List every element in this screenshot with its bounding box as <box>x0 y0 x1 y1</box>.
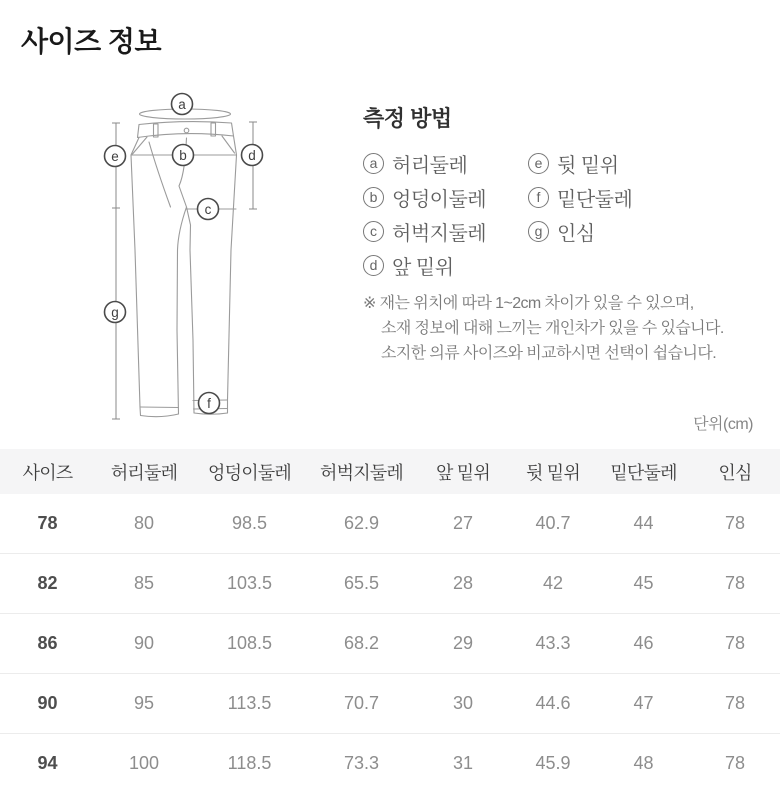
value-cell: 40.7 <box>509 494 597 554</box>
value-cell: 78 <box>690 674 780 734</box>
value-cell: 27 <box>417 494 509 554</box>
pants-diagram <box>85 85 275 430</box>
svg-text:g: g <box>111 304 119 320</box>
size-table <box>0 449 780 788</box>
svg-text:e: e <box>111 148 119 164</box>
page-title: 사이즈 정보 <box>21 26 162 57</box>
value-cell: 30 <box>417 674 509 734</box>
value-cell: 90 <box>95 614 193 674</box>
value-cell: 95 <box>95 674 193 734</box>
value-cell: 100 <box>95 734 193 788</box>
legend-item-d <box>363 251 528 280</box>
value-cell: 28 <box>417 554 509 614</box>
value-cell: 45 <box>597 554 690 614</box>
note-line: 소재 정보에 대해 느끼는 개인차가 있을 수 있습니다. <box>381 320 724 337</box>
column-header: 엉덩이둘레 <box>193 449 306 494</box>
measurement-guide <box>363 102 771 282</box>
note-line: 소지한 의류 사이즈와 비교하시면 선택이 쉽습니다. <box>381 345 717 362</box>
measurement-guide-title: 측정 방법 <box>363 106 452 131</box>
size-cell: 86 <box>0 614 95 674</box>
note-line: ※ 재는 위치에 따라 1~2cm 차이가 있을 수 있으며, <box>363 295 694 312</box>
value-cell: 78 <box>690 554 780 614</box>
circled-letter-c-icon: c <box>363 221 384 242</box>
value-cell: 45.9 <box>509 734 597 788</box>
value-cell: 80 <box>95 494 193 554</box>
value-cell: 47 <box>597 674 690 734</box>
legend-label: 앞 밑위 <box>392 256 454 279</box>
circled-letter-b-icon: b <box>363 187 384 208</box>
header-row <box>0 449 780 494</box>
value-cell: 70.7 <box>306 674 417 734</box>
value-cell: 68.2 <box>306 614 417 674</box>
circled-letter-e-icon: e <box>528 153 549 174</box>
measurement-legend-grid <box>363 146 771 282</box>
svg-text:f: f <box>207 395 211 411</box>
size-table-body <box>0 494 780 788</box>
value-cell: 65.5 <box>306 554 417 614</box>
svg-text:d: d <box>248 147 256 163</box>
table-row <box>0 734 780 788</box>
circled-letter-g-icon: g <box>528 221 549 242</box>
value-cell: 113.5 <box>193 674 306 734</box>
value-cell: 43.3 <box>509 614 597 674</box>
unit-label: 단위(cm) <box>693 416 753 433</box>
size-cell: 90 <box>0 674 95 734</box>
value-cell: 46 <box>597 614 690 674</box>
circled-letter-d-icon: d <box>363 255 384 276</box>
value-cell: 42 <box>509 554 597 614</box>
diagram-markers <box>105 94 263 414</box>
column-header: 허벅지둘레 <box>306 449 417 494</box>
svg-text:a: a <box>178 96 186 112</box>
legend-label: 밑단둘레 <box>557 188 633 211</box>
table-row <box>0 614 780 674</box>
table-row <box>0 494 780 554</box>
value-cell: 98.5 <box>193 494 306 554</box>
value-cell: 78 <box>690 494 780 554</box>
legend-item-a <box>363 149 528 178</box>
value-cell: 78 <box>690 734 780 788</box>
value-cell: 78 <box>690 614 780 674</box>
column-header: 사이즈 <box>0 449 95 494</box>
value-cell: 108.5 <box>193 614 306 674</box>
circled-letter-a-icon: a <box>363 153 384 174</box>
table-row <box>0 674 780 734</box>
table-row <box>0 554 780 614</box>
legend-label: 뒷 밑위 <box>557 154 619 177</box>
size-table-head <box>0 449 780 494</box>
column-header: 뒷 밑위 <box>509 449 597 494</box>
legend-item-c <box>363 217 528 246</box>
value-cell: 29 <box>417 614 509 674</box>
legend-item-e <box>528 149 771 178</box>
value-cell: 44.6 <box>509 674 597 734</box>
size-cell: 82 <box>0 554 95 614</box>
measurement-note <box>363 291 773 366</box>
circled-letter-f-icon: f <box>528 187 549 208</box>
size-cell: 78 <box>0 494 95 554</box>
legend-label: 엉덩이둘레 <box>392 188 487 211</box>
value-cell: 103.5 <box>193 554 306 614</box>
legend-item-b <box>363 183 528 212</box>
svg-text:c: c <box>204 201 212 217</box>
legend-label: 허벅지둘레 <box>392 222 487 245</box>
size-cell: 94 <box>0 734 95 788</box>
svg-text:b: b <box>179 147 187 163</box>
value-cell: 118.5 <box>193 734 306 788</box>
column-header: 밑단둘레 <box>597 449 690 494</box>
value-cell: 85 <box>95 554 193 614</box>
legend-label: 허리둘레 <box>392 154 468 177</box>
value-cell: 48 <box>597 734 690 788</box>
legend-label: 인심 <box>557 222 595 245</box>
value-cell: 62.9 <box>306 494 417 554</box>
value-cell: 44 <box>597 494 690 554</box>
legend-item-f <box>528 183 771 212</box>
measurement-lines <box>112 122 257 419</box>
value-cell: 31 <box>417 734 509 788</box>
value-cell: 73.3 <box>306 734 417 788</box>
column-header: 허리둘레 <box>95 449 193 494</box>
legend-item-g <box>528 217 771 246</box>
column-header: 인심 <box>690 449 780 494</box>
column-header: 앞 밑위 <box>417 449 509 494</box>
